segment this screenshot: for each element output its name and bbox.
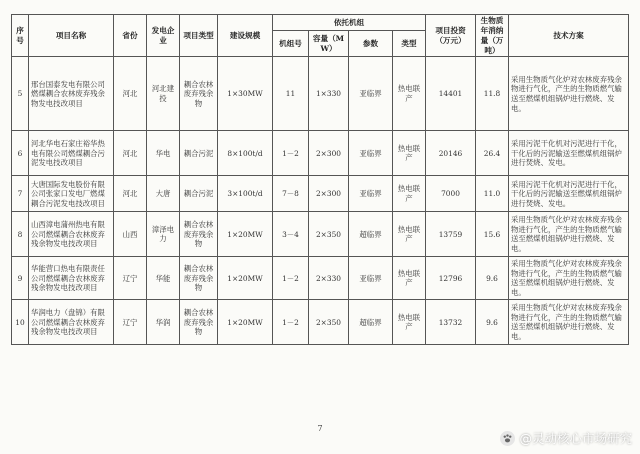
header-params: 参数 xyxy=(349,30,393,57)
cell-unit-no: 11 xyxy=(273,57,309,131)
watermark xyxy=(500,428,632,448)
cell-company: 华能 xyxy=(147,257,180,300)
cell-project-name: 河北华电石家庄裕华热电有限公司燃煤耦合污泥发电技改项目 xyxy=(29,131,114,176)
cell-params: 亚临界 xyxy=(349,131,393,176)
cell-unit-type: 热电联产 xyxy=(393,131,426,176)
cell-technology: 采用生物质气化炉对农林废弃残余物进行气化，产生的生物质燃气输送至燃煤机组锅炉进行燃烧、发电。 xyxy=(509,257,629,300)
cell-province: 辽宁 xyxy=(114,257,147,300)
header-host-group: 依托机组 xyxy=(273,15,426,31)
cell-province: 辽宁 xyxy=(114,300,147,345)
cell-type: 耦合农林废弃残余物 xyxy=(180,212,218,257)
cell-province: 河北 xyxy=(114,131,147,176)
cell-params: 亚临界 xyxy=(349,176,393,212)
cell-technology: 采用污泥干化机对污泥进行干化，干化后的污泥输送至燃煤机组锅炉进行焚烧、发电。 xyxy=(509,131,629,176)
cell-company: 河北建投 xyxy=(147,57,180,131)
cell-capacity: 2×300 xyxy=(309,176,349,212)
table-header-row xyxy=(12,15,629,31)
header-province: 省份 xyxy=(114,15,147,57)
projects-table xyxy=(11,14,629,345)
cell-biomass: 26.4 xyxy=(476,131,509,176)
cell-seq: 7 xyxy=(12,176,29,212)
cell-company: 大唐 xyxy=(147,176,180,212)
cell-seq: 10 xyxy=(12,300,29,345)
cell-unit-no: 3－4 xyxy=(273,212,309,257)
cell-seq: 5 xyxy=(12,57,29,131)
header-project-name: 项目名称 xyxy=(29,15,114,57)
cell-company: 华电 xyxy=(147,131,180,176)
cell-scale: 8×100t/d xyxy=(218,131,273,176)
cell-biomass: 11.0 xyxy=(476,176,509,212)
cell-unit-no: 7－8 xyxy=(273,176,309,212)
cell-params: 亚临界 xyxy=(349,257,393,300)
cell-scale: 1×20MW xyxy=(218,212,273,257)
cell-capacity: 2×350 xyxy=(309,212,349,257)
cell-capacity: 2×300 xyxy=(309,131,349,176)
cell-unit-type: 热电联产 xyxy=(393,57,426,131)
cell-investment: 13759 xyxy=(426,212,476,257)
cell-investment: 14401 xyxy=(426,57,476,131)
cell-technology: 采用污泥干化机对污泥进行干化，干化后的污泥输送至燃煤机组锅炉进行焚烧、发电。 xyxy=(509,176,629,212)
cell-biomass: 11.8 xyxy=(476,57,509,131)
cell-project-name: 山西漳电蒲州热电有限公司燃煤耦合农林废弃残余物发电技改项目 xyxy=(29,212,114,257)
cell-technology: 采用生物质气化炉对农林废弃残余物进行气化，产生的生物质燃气输送至燃煤机组锅炉进行燃烧、发电。 xyxy=(509,300,629,345)
cell-type: 耦合污泥 xyxy=(180,176,218,212)
cell-investment: 7000 xyxy=(426,176,476,212)
header-power-company: 发电企业 xyxy=(147,15,180,57)
cell-type: 耦合污泥 xyxy=(180,131,218,176)
cell-investment: 13732 xyxy=(426,300,476,345)
cell-capacity: 1×330 xyxy=(309,57,349,131)
header-scale: 建设规模 xyxy=(218,15,273,57)
cell-unit-no: 1－2 xyxy=(273,257,309,300)
cell-unit-no: 1－2 xyxy=(273,131,309,176)
cell-unit-type: 热电联产 xyxy=(393,257,426,300)
cell-project-name: 华能营口热电有限责任公司燃煤耦合农林废弃残余物发电技改项目 xyxy=(29,257,114,300)
header-capacity: 容量（MW） xyxy=(309,30,349,57)
cell-province: 河北 xyxy=(114,57,147,131)
header-biomass: 生物质年消纳量（万吨） xyxy=(476,15,509,57)
cell-capacity: 2×330 xyxy=(309,257,349,300)
table-row xyxy=(12,131,629,176)
cell-scale: 1×30MW xyxy=(218,57,273,131)
table-row xyxy=(12,212,629,257)
cell-type: 耦合农林废弃残余物 xyxy=(180,57,218,131)
cell-unit-type: 热电联产 xyxy=(393,300,426,345)
watermark-text: @灵动核心市场研究 xyxy=(519,431,632,446)
table-row xyxy=(12,300,629,345)
header-unit-no: 机组号 xyxy=(273,30,309,57)
cell-unit-no: 1－2 xyxy=(273,300,309,345)
cell-company: 漳泽电力 xyxy=(147,212,180,257)
table-row xyxy=(12,257,629,300)
header-technology: 技术方案 xyxy=(509,15,629,57)
cell-scale: 3×100t/d xyxy=(218,176,273,212)
cell-project-name: 邢台国泰发电有限公司燃煤耦合农林废弃残余物发电技改项目 xyxy=(29,57,114,131)
header-investment: 项目投资（万元） xyxy=(426,15,476,57)
header-unit-type: 类型 xyxy=(393,30,426,57)
cell-params: 超临界 xyxy=(349,212,393,257)
cell-capacity: 2×350 xyxy=(309,300,349,345)
cell-unit-type: 热电联产 xyxy=(393,176,426,212)
cell-province: 山西 xyxy=(114,212,147,257)
cell-project-name: 大唐国际发电股份有限公司张家口发电厂燃煤耦合污泥发电技改项目 xyxy=(29,176,114,212)
header-seq: 序号 xyxy=(12,15,29,57)
cell-params: 超临界 xyxy=(349,300,393,345)
cell-investment: 20146 xyxy=(426,131,476,176)
cell-type: 耦合农林废弃残余物 xyxy=(180,257,218,300)
cell-scale: 1×20MW xyxy=(218,257,273,300)
table-row xyxy=(12,176,629,212)
header-project-type: 项目类型 xyxy=(180,15,218,57)
cell-seq: 9 xyxy=(12,257,29,300)
cell-type: 耦合农林废弃残余物 xyxy=(180,300,218,345)
cell-unit-type: 热电联产 xyxy=(393,212,426,257)
paw-logo-icon xyxy=(500,431,515,446)
cell-technology: 采用生物质气化炉对农林废弃残余物进行气化，产生的生物质燃气输送至燃煤机组锅炉进行燃烧、发电。 xyxy=(509,212,629,257)
cell-province: 河北 xyxy=(114,176,147,212)
cell-seq: 6 xyxy=(12,131,29,176)
page-number: 7 xyxy=(317,424,323,433)
cell-biomass: 9.6 xyxy=(476,257,509,300)
cell-company: 华润 xyxy=(147,300,180,345)
cell-seq: 8 xyxy=(12,212,29,257)
cell-scale: 1×20MW xyxy=(218,300,273,345)
cell-investment: 12796 xyxy=(426,257,476,300)
cell-project-name: 华润电力（盘锦）有限公司燃煤耦合农林废弃残余物发电技改项目 xyxy=(29,300,114,345)
cell-biomass: 15.6 xyxy=(476,212,509,257)
table-row xyxy=(12,57,629,131)
cell-params: 亚临界 xyxy=(349,57,393,131)
cell-technology: 采用生物质气化炉对农林废弃残余物进行气化，产生的生物质燃气输送至燃煤机组锅炉进行燃烧、发电。 xyxy=(509,57,629,131)
cell-biomass: 9.6 xyxy=(476,300,509,345)
